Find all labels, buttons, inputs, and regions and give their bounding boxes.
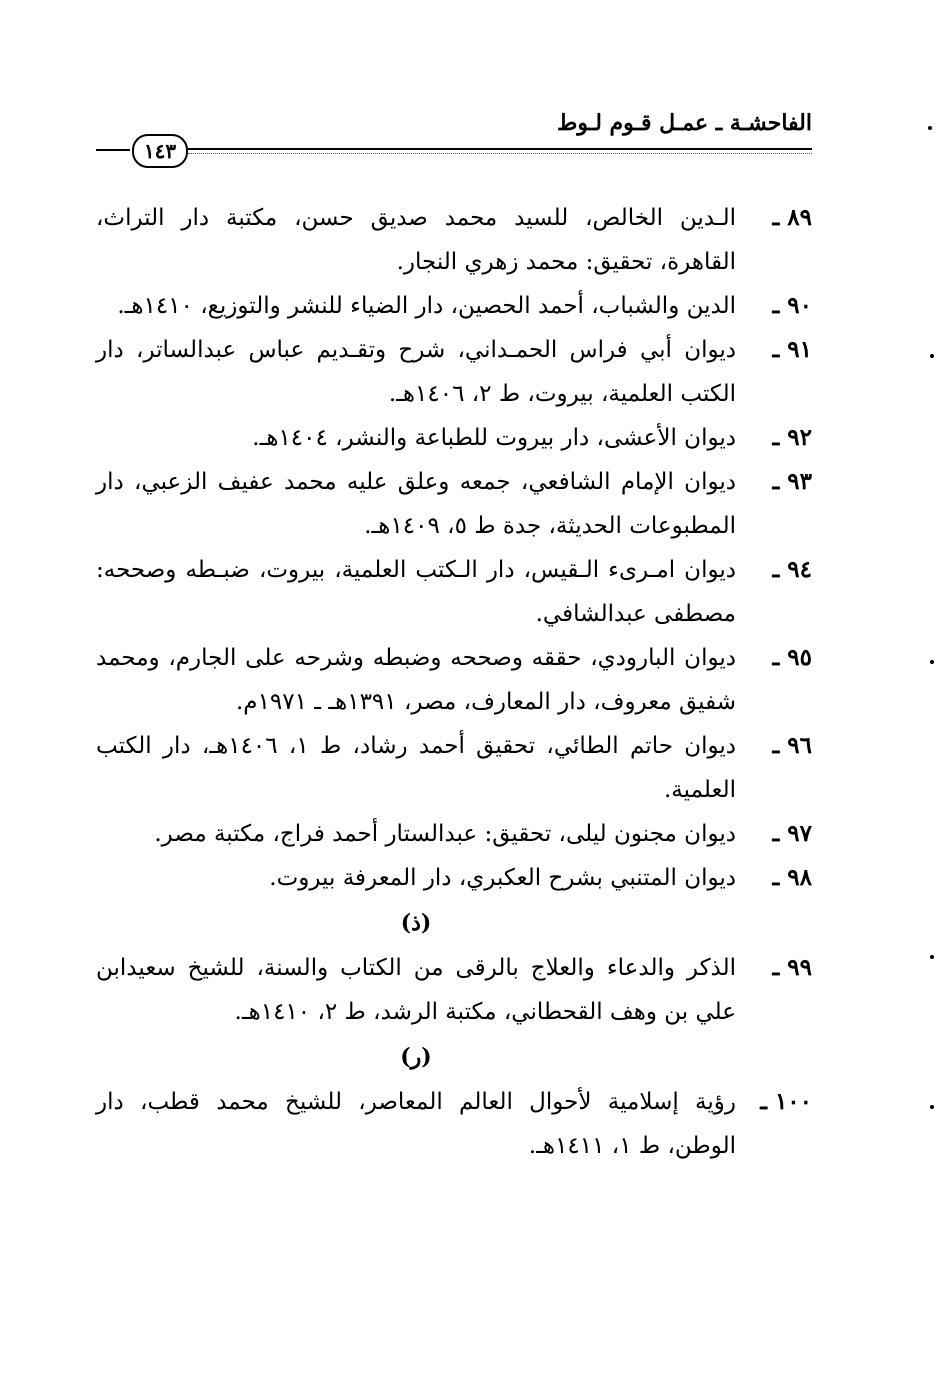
margin-mark (930, 955, 934, 959)
bibliography-entry (96, 196, 812, 284)
running-header (96, 104, 812, 164)
entry-text: الدين والشباب، أحمد الحصين، دار الضياء للنشر والتوزيع، ١٤١٠هـ. (117, 293, 736, 319)
bibliography-entry (96, 636, 812, 724)
entry-number: ٩٢ ـ (772, 424, 812, 451)
entry-text: الذكر والدعاء والعلاج بالرقى من الكتاب والسنة، للشيخ سعيدابن علي بن وهف القحطاني، مكتبة الرشد، ط ٢، ١٤١٠هـ. (96, 955, 736, 1025)
margin-mark (930, 1105, 934, 1109)
bibliography-entry (96, 284, 812, 328)
entry-number: ٩٩ ـ (772, 954, 812, 981)
entry-number: ٩١ ـ (772, 336, 812, 363)
entry-text: ديوان المتنبي بشرح العكبري، دار المعرفة بيروت. (269, 865, 736, 891)
entry-number: ٩٧ ـ (772, 820, 812, 847)
entry-number: ٩٣ ـ (772, 468, 812, 495)
bibliography-entry (96, 548, 812, 636)
bibliography-entry (96, 328, 812, 416)
margin-mark (930, 660, 934, 664)
bibliography-entry (96, 856, 812, 900)
running-title: الفاحشـة ـ عمـل قـوم لـوط (557, 110, 812, 136)
bibliography-list (96, 196, 812, 1168)
entry-number: ٩٠ ـ (772, 292, 812, 319)
entry-text: الـدين الخالص، للسيد محمد صديق حسن، مكتبة دار التراث، القاهرة، تحقيق: محمد زهري النجار. (96, 205, 736, 275)
entry-text: ديوان البارودي، حققه وصححه وضبطه وشرحه على الجارم، ومحمد شفيق معروف، دار المعارف، مصر، ١٣٩١هـ ـ ١٩٧١م. (96, 645, 736, 715)
entry-text: ديوان الإمام الشافعي، جمعه وعلق عليه محمد عفيف الزعبي، دار المطبوعات الحديثة، جدة ط ٥، ١٤٠٩هـ. (96, 469, 736, 539)
bibliography-entry (96, 724, 812, 812)
entry-text: رؤية إسلامية لأحوال العالم المعاصر، للشيخ محمد قطب، دار الوطن، ط ١، ١٤١١هـ. (96, 1089, 736, 1159)
bibliography-entry (96, 416, 812, 460)
entry-number: ٨٩ ـ (772, 204, 812, 231)
entry-text: ديوان حاتم الطائي، تحقيق أحمد رشاد، ط ١، ١٤٠٦هـ، دار الكتب العلمية. (96, 733, 737, 803)
entry-number: ٩٤ ـ (772, 556, 812, 583)
bibliography-entry (96, 812, 812, 856)
entry-number: ٩٦ ـ (772, 732, 812, 759)
header-rule (188, 148, 812, 150)
entry-number: ١٠٠ ـ (760, 1088, 812, 1115)
entry-number: ٩٨ ـ (772, 864, 812, 891)
bibliography-entry (96, 1080, 812, 1168)
bibliography-entry (96, 460, 812, 548)
entry-text: ديوان امـرىء الـقيس، دار الـكتب العلمية، بيروت، ضبـطه وصححه: مصطفى عبدالشافي. (96, 557, 736, 627)
bibliography-entry (96, 946, 812, 1034)
margin-mark (930, 354, 934, 358)
section-heading-ra: (ر) (400, 1044, 432, 1070)
entry-text: ديوان أبي فراس الحمـداني، شرح وتقـديم عباس عبدالساتر، دار الكتب العلمية، بيروت، ط ٢، ١٤٠٦هـ. (96, 337, 736, 407)
entry-text: ديوان الأعشى، دار بيروت للطباعة والنشر، ١٤٠٤هـ. (252, 425, 736, 451)
header-left-dash (96, 149, 130, 151)
entry-number: ٩٥ ـ (772, 644, 812, 671)
header-rule-dotted (188, 153, 812, 154)
entry-text: ديوان مجنون ليلى، تحقيق: عبدالستار أحمد فراج، مكتبة مصر. (154, 821, 736, 847)
section-heading-dhal: (ذ) (400, 910, 432, 936)
page-number: ١٤٣ (132, 134, 188, 168)
margin-mark (928, 126, 932, 130)
